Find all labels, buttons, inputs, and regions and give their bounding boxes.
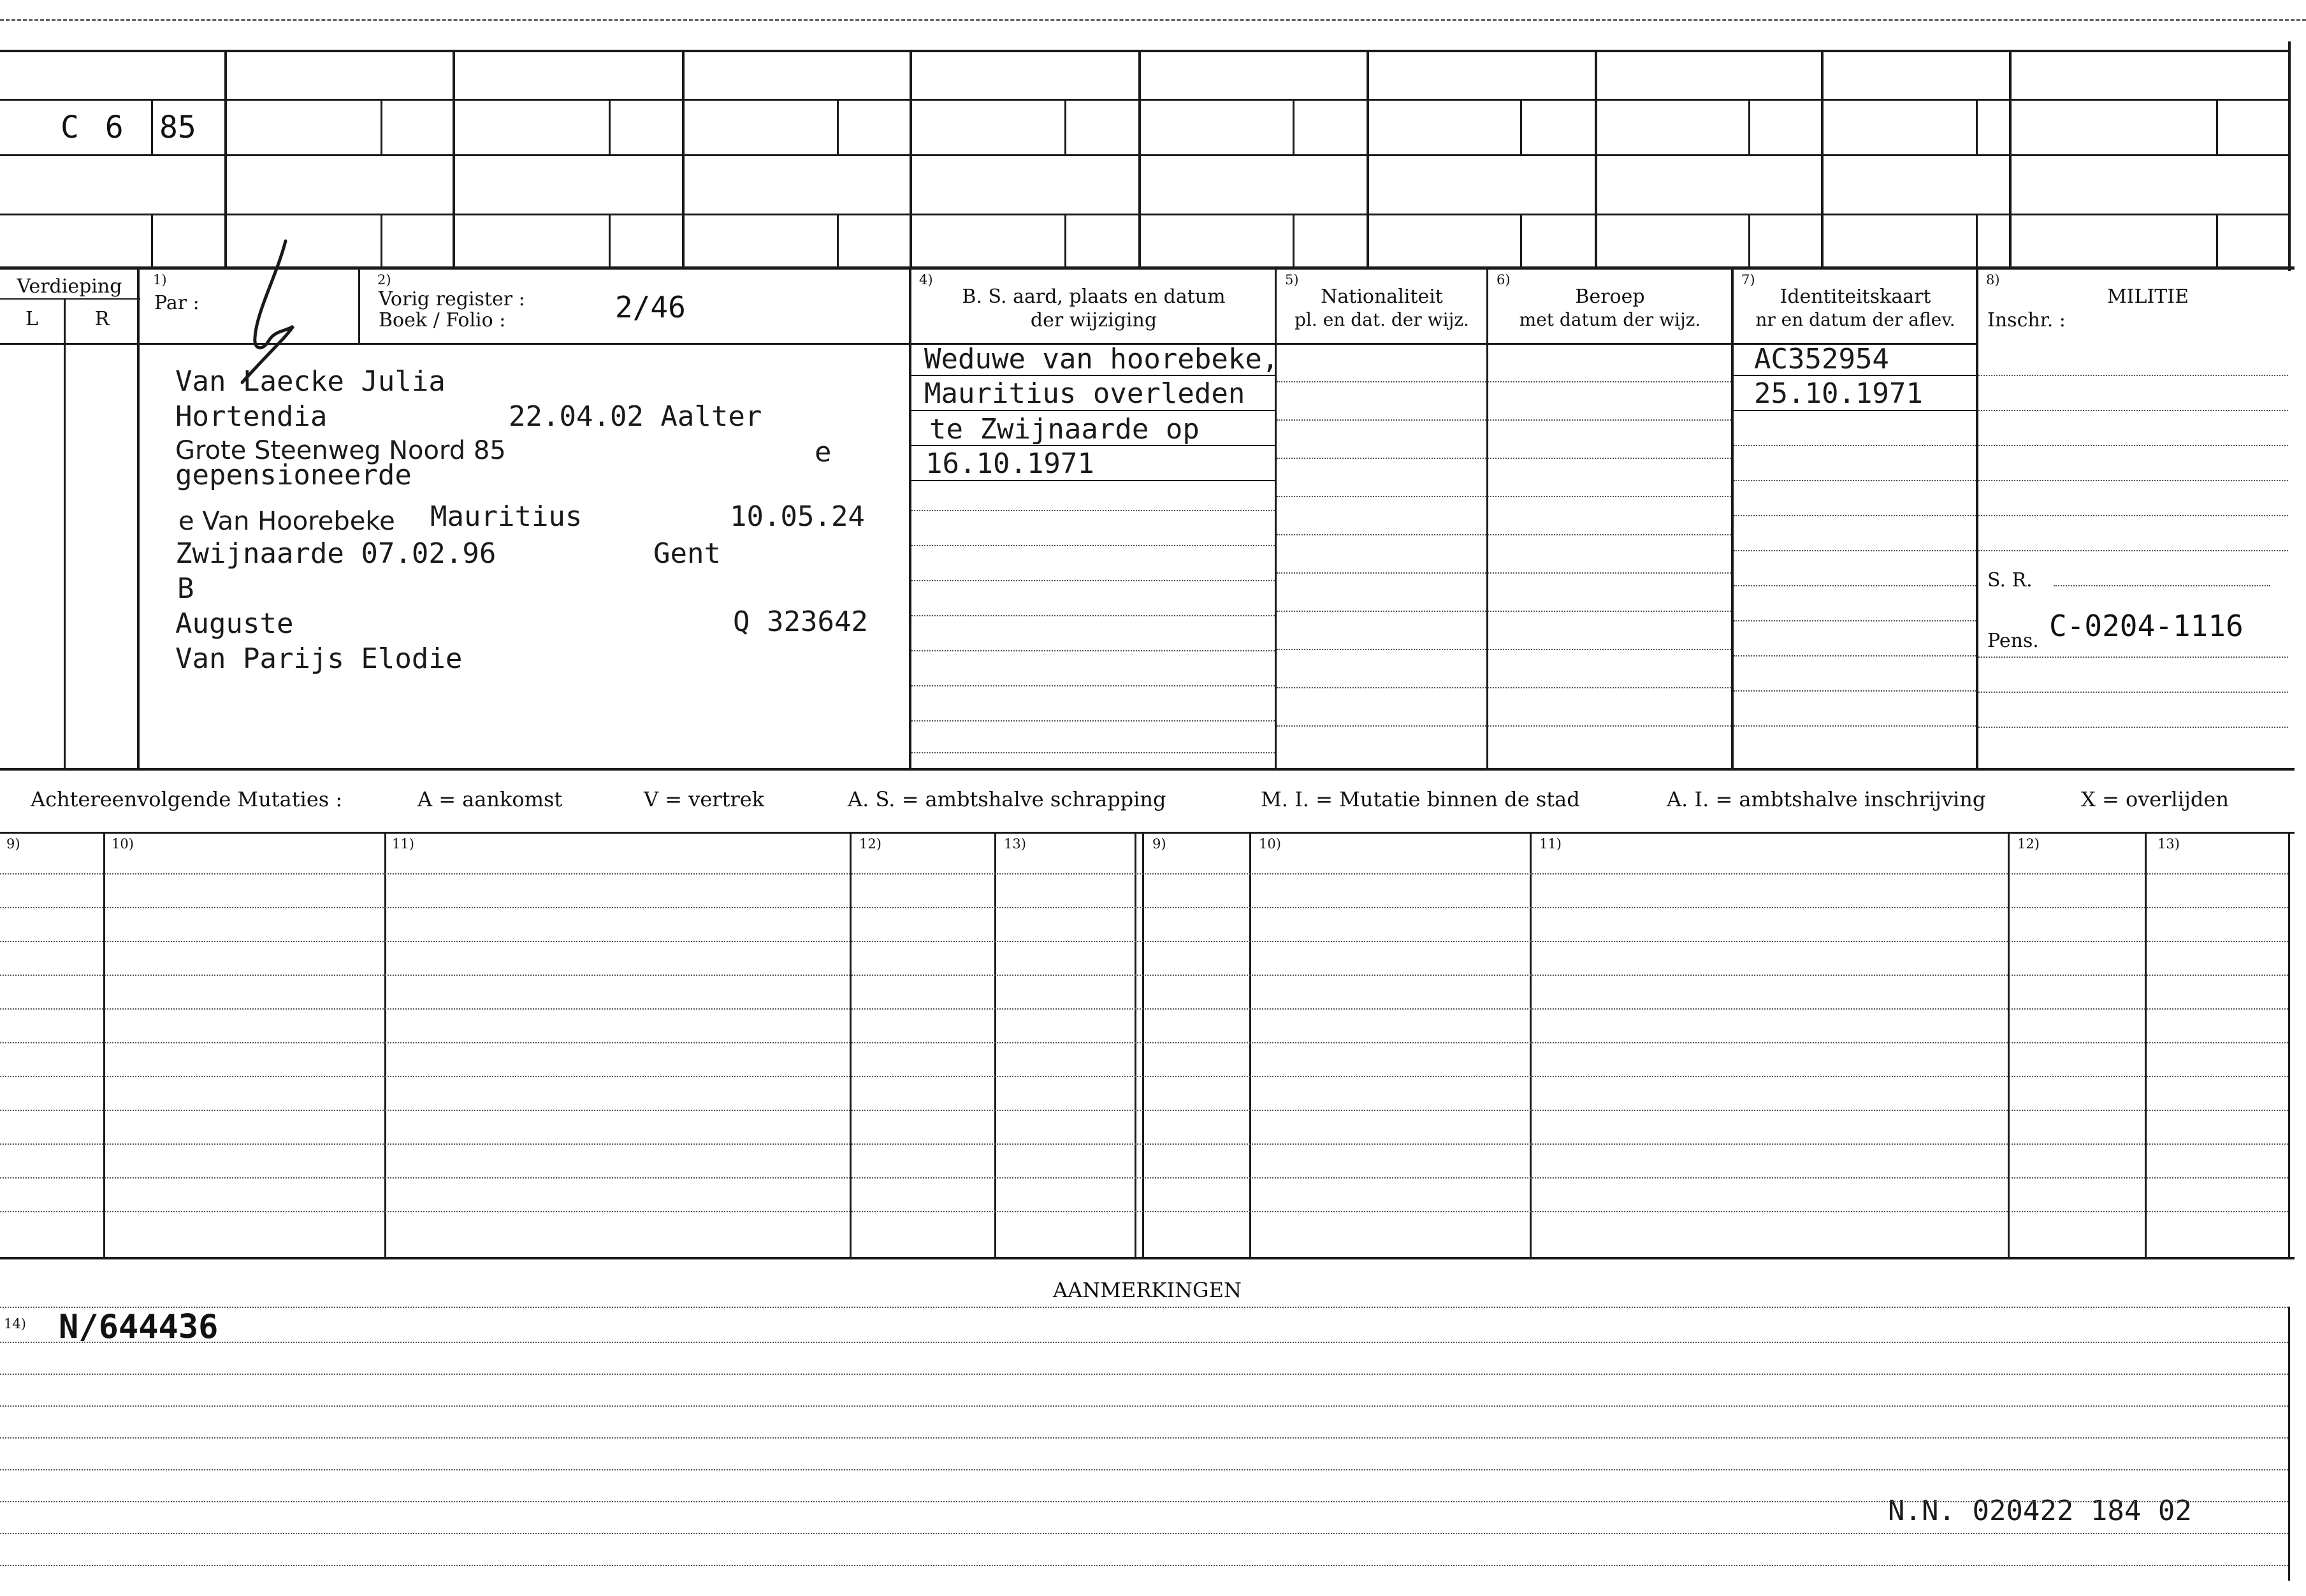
marriage-place: Gent xyxy=(653,537,721,570)
b-mark: B xyxy=(177,572,194,605)
boek-folio-label: Boek / Folio : xyxy=(379,309,506,331)
col-9-right: 9) xyxy=(1152,836,1166,852)
legend-overlijden: X = overlijden xyxy=(2081,787,2229,811)
nat-label: Nationaliteit xyxy=(1321,286,1443,308)
id-label: Identiteitskaart xyxy=(1780,286,1931,308)
col-11-left: 11) xyxy=(392,836,414,852)
file-code-number: 85 xyxy=(159,110,196,145)
father-name: Auguste xyxy=(175,607,294,640)
col-9-left: 9) xyxy=(6,836,20,852)
legend-aankomst: A = aankomst xyxy=(417,787,563,811)
vorig-register-label: Vorig register : xyxy=(379,288,525,310)
person-name: Van Laecke Julia xyxy=(175,365,446,398)
national-number: N.N. 020422 184 02 xyxy=(1888,1495,2192,1527)
militie-num: 8) xyxy=(1986,272,2000,287)
bs-label: B. S. aard, plaats en datum xyxy=(962,286,1226,308)
id-card-number: AC352954 xyxy=(1754,343,1889,375)
person-address-mark: e xyxy=(815,436,832,468)
bs-note-line-4: 16.10.1971 xyxy=(925,447,1094,480)
col-13-right: 13) xyxy=(2157,836,2180,852)
verdieping-label: Verdieping xyxy=(17,275,122,298)
militie-pens-value: C-0204-1116 xyxy=(2049,609,2244,643)
mother-name: Van Parijs Elodie xyxy=(175,642,463,675)
beroep-label: Beroep xyxy=(1575,286,1645,308)
par-num: 1) xyxy=(153,272,167,287)
file-code-prefix: C 6 xyxy=(61,110,127,145)
person-address: Grote Steenweg Noord 85 xyxy=(175,436,506,465)
bs-note-line-1: Weduwe van hoorebeke, xyxy=(924,343,1279,375)
militie-pens-label: Pens. xyxy=(1987,630,2039,652)
doc-reference: Q 323642 xyxy=(733,606,868,638)
bs-note-line-2: Mauritius overleden xyxy=(924,377,1245,410)
bs-num: 4) xyxy=(919,272,933,287)
top-edge xyxy=(0,19,2306,21)
remarks-num: 14) xyxy=(4,1316,26,1331)
vorig-num: 2) xyxy=(377,272,391,287)
nat-sublabel: pl. en dat. der wijz. xyxy=(1294,309,1469,330)
spouse-first-name: Mauritius xyxy=(430,500,583,533)
nat-num: 5) xyxy=(1285,272,1299,287)
legend-ambtshalve-schrapping: A. S. = ambtshalve schrapping xyxy=(848,787,1166,811)
militie-inschr-label: Inschr. : xyxy=(1987,309,2066,331)
verdieping-right-label: R xyxy=(94,308,110,330)
militie-sr-label: S. R. xyxy=(1987,569,2033,591)
spouse-date: 10.05.24 xyxy=(730,500,865,533)
vorig-register-value: 2/46 xyxy=(615,290,686,324)
bs-sublabel: der wijziging xyxy=(1030,309,1157,331)
id-card-date: 25.10.1971 xyxy=(1754,377,1923,410)
person-first-names: Hortendia xyxy=(175,400,328,433)
legend-title: Achtereenvolgende Mutaties : xyxy=(31,787,343,811)
bs-note-line-3: te Zwijnaarde op xyxy=(929,413,1200,446)
verdieping-left-label: L xyxy=(25,308,38,330)
col-11-right: 11) xyxy=(1539,836,1562,852)
col-12-right: 12) xyxy=(2017,836,2040,852)
col-10-left: 10) xyxy=(112,836,134,852)
remarks-title: AANMERKINGEN xyxy=(1053,1278,1242,1302)
spouse-name: e Van Hoorebeke xyxy=(178,507,395,536)
legend-ambtshalve-inschrijving: A. I. = ambtshalve inschrijving xyxy=(1667,787,1986,811)
marriage-info: Zwijnaarde 07.02.96 xyxy=(175,537,497,570)
beroep-sublabel: met datum der wijz. xyxy=(1519,309,1701,330)
remarks-entry: N/644436 xyxy=(59,1308,219,1346)
col-12-left: 12) xyxy=(859,836,881,852)
col-13-left: 13) xyxy=(1004,836,1026,852)
id-sublabel: nr en datum der aflev. xyxy=(1755,309,1955,330)
person-birth: 22.04.02 Aalter xyxy=(509,400,762,433)
col-10-right: 10) xyxy=(1259,836,1281,852)
id-num: 7) xyxy=(1741,272,1755,287)
legend-vertrek: V = vertrek xyxy=(644,787,765,811)
par-label: Par : xyxy=(154,292,199,314)
militie-title: MILITIE xyxy=(2107,286,2189,308)
legend-mutatie-binnen-stad: M. I. = Mutatie binnen de stad xyxy=(1261,787,1580,811)
person-occupation: gepensioneerde xyxy=(175,459,412,491)
beroep-num: 6) xyxy=(1497,272,1511,287)
